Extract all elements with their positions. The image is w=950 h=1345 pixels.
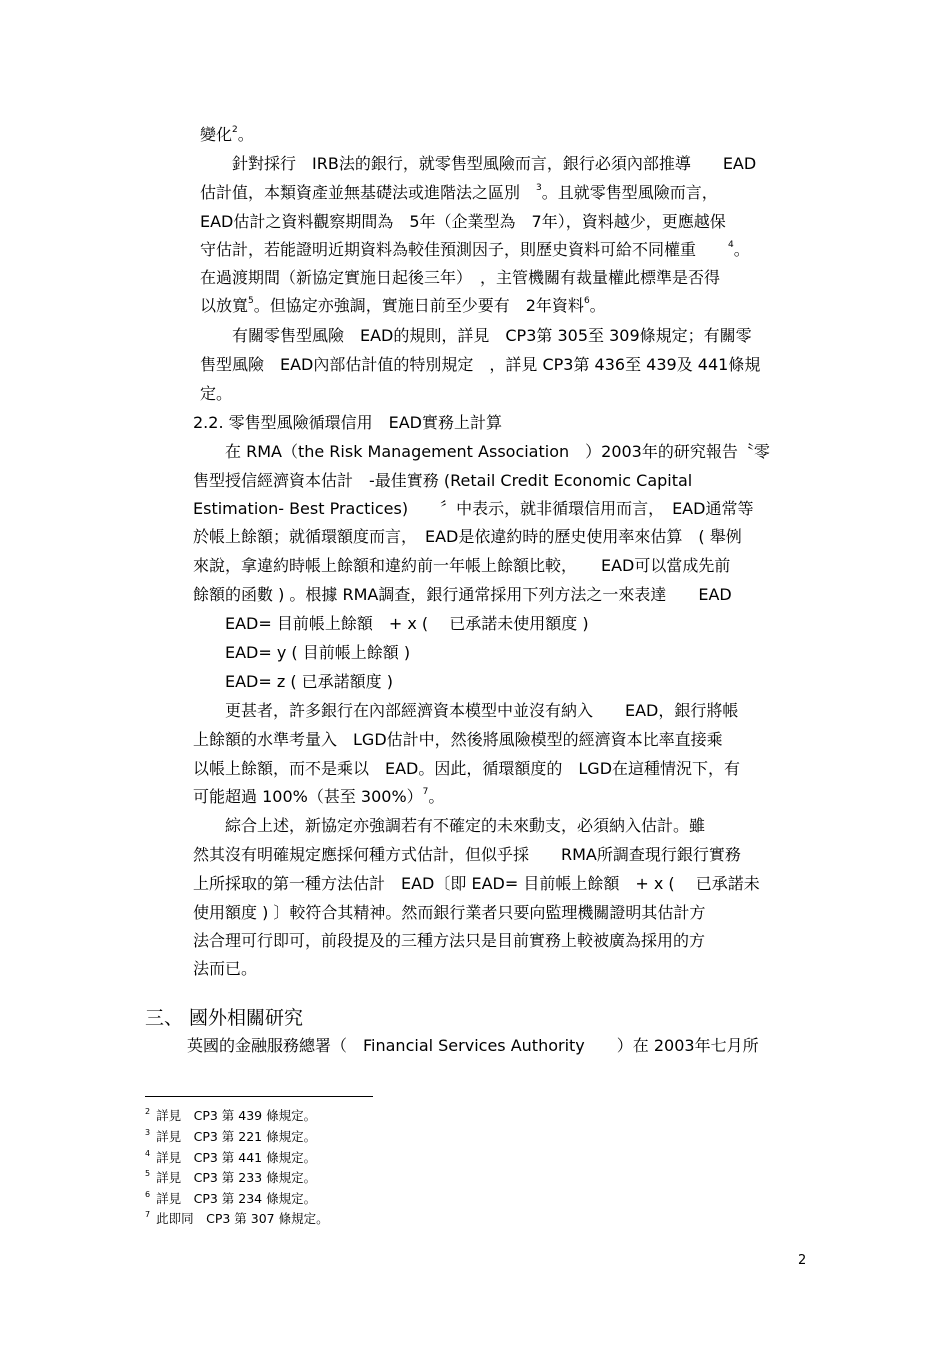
body-line: 針對採行 IRB法的銀行，就零售型風險而言，銀行必須內部推導 EAD bbox=[200, 154, 757, 173]
footnote: $^4$ 詳見 CP3 第 441 條規定。 bbox=[145, 1149, 317, 1165]
body-line: 售型授信經濟資本估計 -最佳實務 (Retail Credit Economic Capital bbox=[193, 471, 693, 490]
body-line: 上所採取的第一種方法估計 EAD〔即 EAD= 目前帳上餘額 + x ( 已承諾未 bbox=[193, 874, 760, 893]
body-line: 守估計，若能證明近期資料為較佳預測因子，則歷史資料可給不同權重 $^4$。 bbox=[200, 240, 750, 259]
body-line: 法而已。 bbox=[193, 959, 258, 978]
formula-line: EAD= y ( 目前帳上餘額 ) bbox=[193, 643, 411, 662]
footnote-ref: 4 bbox=[728, 240, 734, 250]
footnote-separator bbox=[145, 1096, 373, 1097]
body-line: 於帳上餘額；就循環額度而言， EAD是依違約時的歷史使用率來估算 ( 舉例 bbox=[193, 527, 742, 546]
body-line: 然其沒有明確規定應採何種方式估計，但似乎採 RMA所調查現行銀行實務 bbox=[193, 845, 741, 864]
body-line: 更甚者，許多銀行在內部經濟資本模型中並沒有納入 EAD，銀行將帳 bbox=[193, 701, 739, 720]
body-line: 變化$^2$。 bbox=[200, 125, 254, 144]
footnote-ref: 6 bbox=[583, 296, 590, 306]
body-line: 綜合上述，新協定亦強調若有不確定的未來動支，必須納入估計。雖 bbox=[193, 816, 706, 835]
body-line: 可能超過 100%（甚至 300%）$^7$。 bbox=[193, 787, 445, 806]
body-line: 售型風險 EAD內部估計值的特別規定 ，詳見 CP3第 436至 439及 441條規 bbox=[200, 355, 761, 374]
body-line: 以帳上餘額，而不是乘以 EAD。因此，循環額度的 LGD在這種情況下，有 bbox=[193, 759, 741, 778]
footnote: $^5$ 詳見 CP3 第 233 條規定。 bbox=[145, 1169, 317, 1185]
footnote-ref: 2 bbox=[232, 125, 238, 135]
body-line: 來說，拿違約時帳上餘額和違約前一年帳上餘額比較， EAD可以當成先前 bbox=[193, 556, 731, 575]
body-line: 定。 bbox=[200, 384, 233, 403]
footnote: $^6$ 詳見 CP3 第 234 條規定。 bbox=[145, 1190, 317, 1206]
page-number: 2 bbox=[798, 1253, 807, 1268]
body-line: 估計值，本類資產並無基礎法或進階法之區別 $^3$。且就零售型風險而言， bbox=[200, 183, 718, 202]
footnote: $^7$ 此即同 CP3 第 307 條規定。 bbox=[145, 1210, 329, 1226]
footnote: $^3$ 詳見 CP3 第 221 條規定。 bbox=[145, 1128, 317, 1144]
body-line: 使用額度 ) 〕較符合其精神。然而銀行業者只要向監理機關證明其估計方 bbox=[193, 903, 706, 922]
body-line: Estimation- Best Practices) 〞中表示，就非循環信用而言， EAD通常等 bbox=[193, 499, 754, 518]
body-line: 餘額的函數 ) 。根據 RMA調查，銀行通常採用下列方法之一來表達 EAD bbox=[193, 585, 732, 604]
formula-line: EAD= 目前帳上餘額 + x ( 已承諾未使用額度 ) bbox=[193, 614, 589, 633]
body-line: 法合理可行即可，前段提及的三種方法只是目前實務上較被廣為採用的方 bbox=[193, 931, 706, 950]
footnote-ref: 5 bbox=[248, 296, 254, 306]
body-line: 以放寬$^5$。但協定亦強調，實施日前至少要有 2年資料$^6$。 bbox=[200, 296, 606, 315]
body-line: 上餘額的水準考量入 LGD估計中，然後將風險模型的經濟資本比率直接乘 bbox=[193, 730, 723, 749]
footnote-ref: 7 bbox=[422, 787, 429, 797]
formula-line: EAD= z ( 已承諾額度 ) bbox=[193, 672, 394, 691]
body-line: 英國的金融服務總署（ Financial Services Authority ）在 2003年七月所 bbox=[187, 1036, 759, 1055]
section-subheading: 2.2. 零售型風險循環信用 EAD實務上計算 bbox=[193, 413, 502, 432]
body-line: 在 RMA（the Risk Management Association ）2003年的研究報告〝零 bbox=[193, 442, 770, 461]
body-line: 在過渡期間（新協定實施日起後三年） ，主管機關有裁量權此標準是否得 bbox=[200, 268, 721, 287]
section-heading: 三、 國外相關研究 bbox=[145, 1007, 304, 1029]
footnote: $^2$ 詳見 CP3 第 439 條規定。 bbox=[145, 1107, 317, 1123]
body-line: 有關零售型風險 EAD的規則，詳見 CP3第 305至 309條規定；有關零 bbox=[200, 326, 752, 345]
footnote-ref: 3 bbox=[536, 183, 542, 193]
body-line: EAD估計之資料觀察期間為 5年（企業型為 7年），資料越少，更應越保 bbox=[200, 212, 726, 231]
